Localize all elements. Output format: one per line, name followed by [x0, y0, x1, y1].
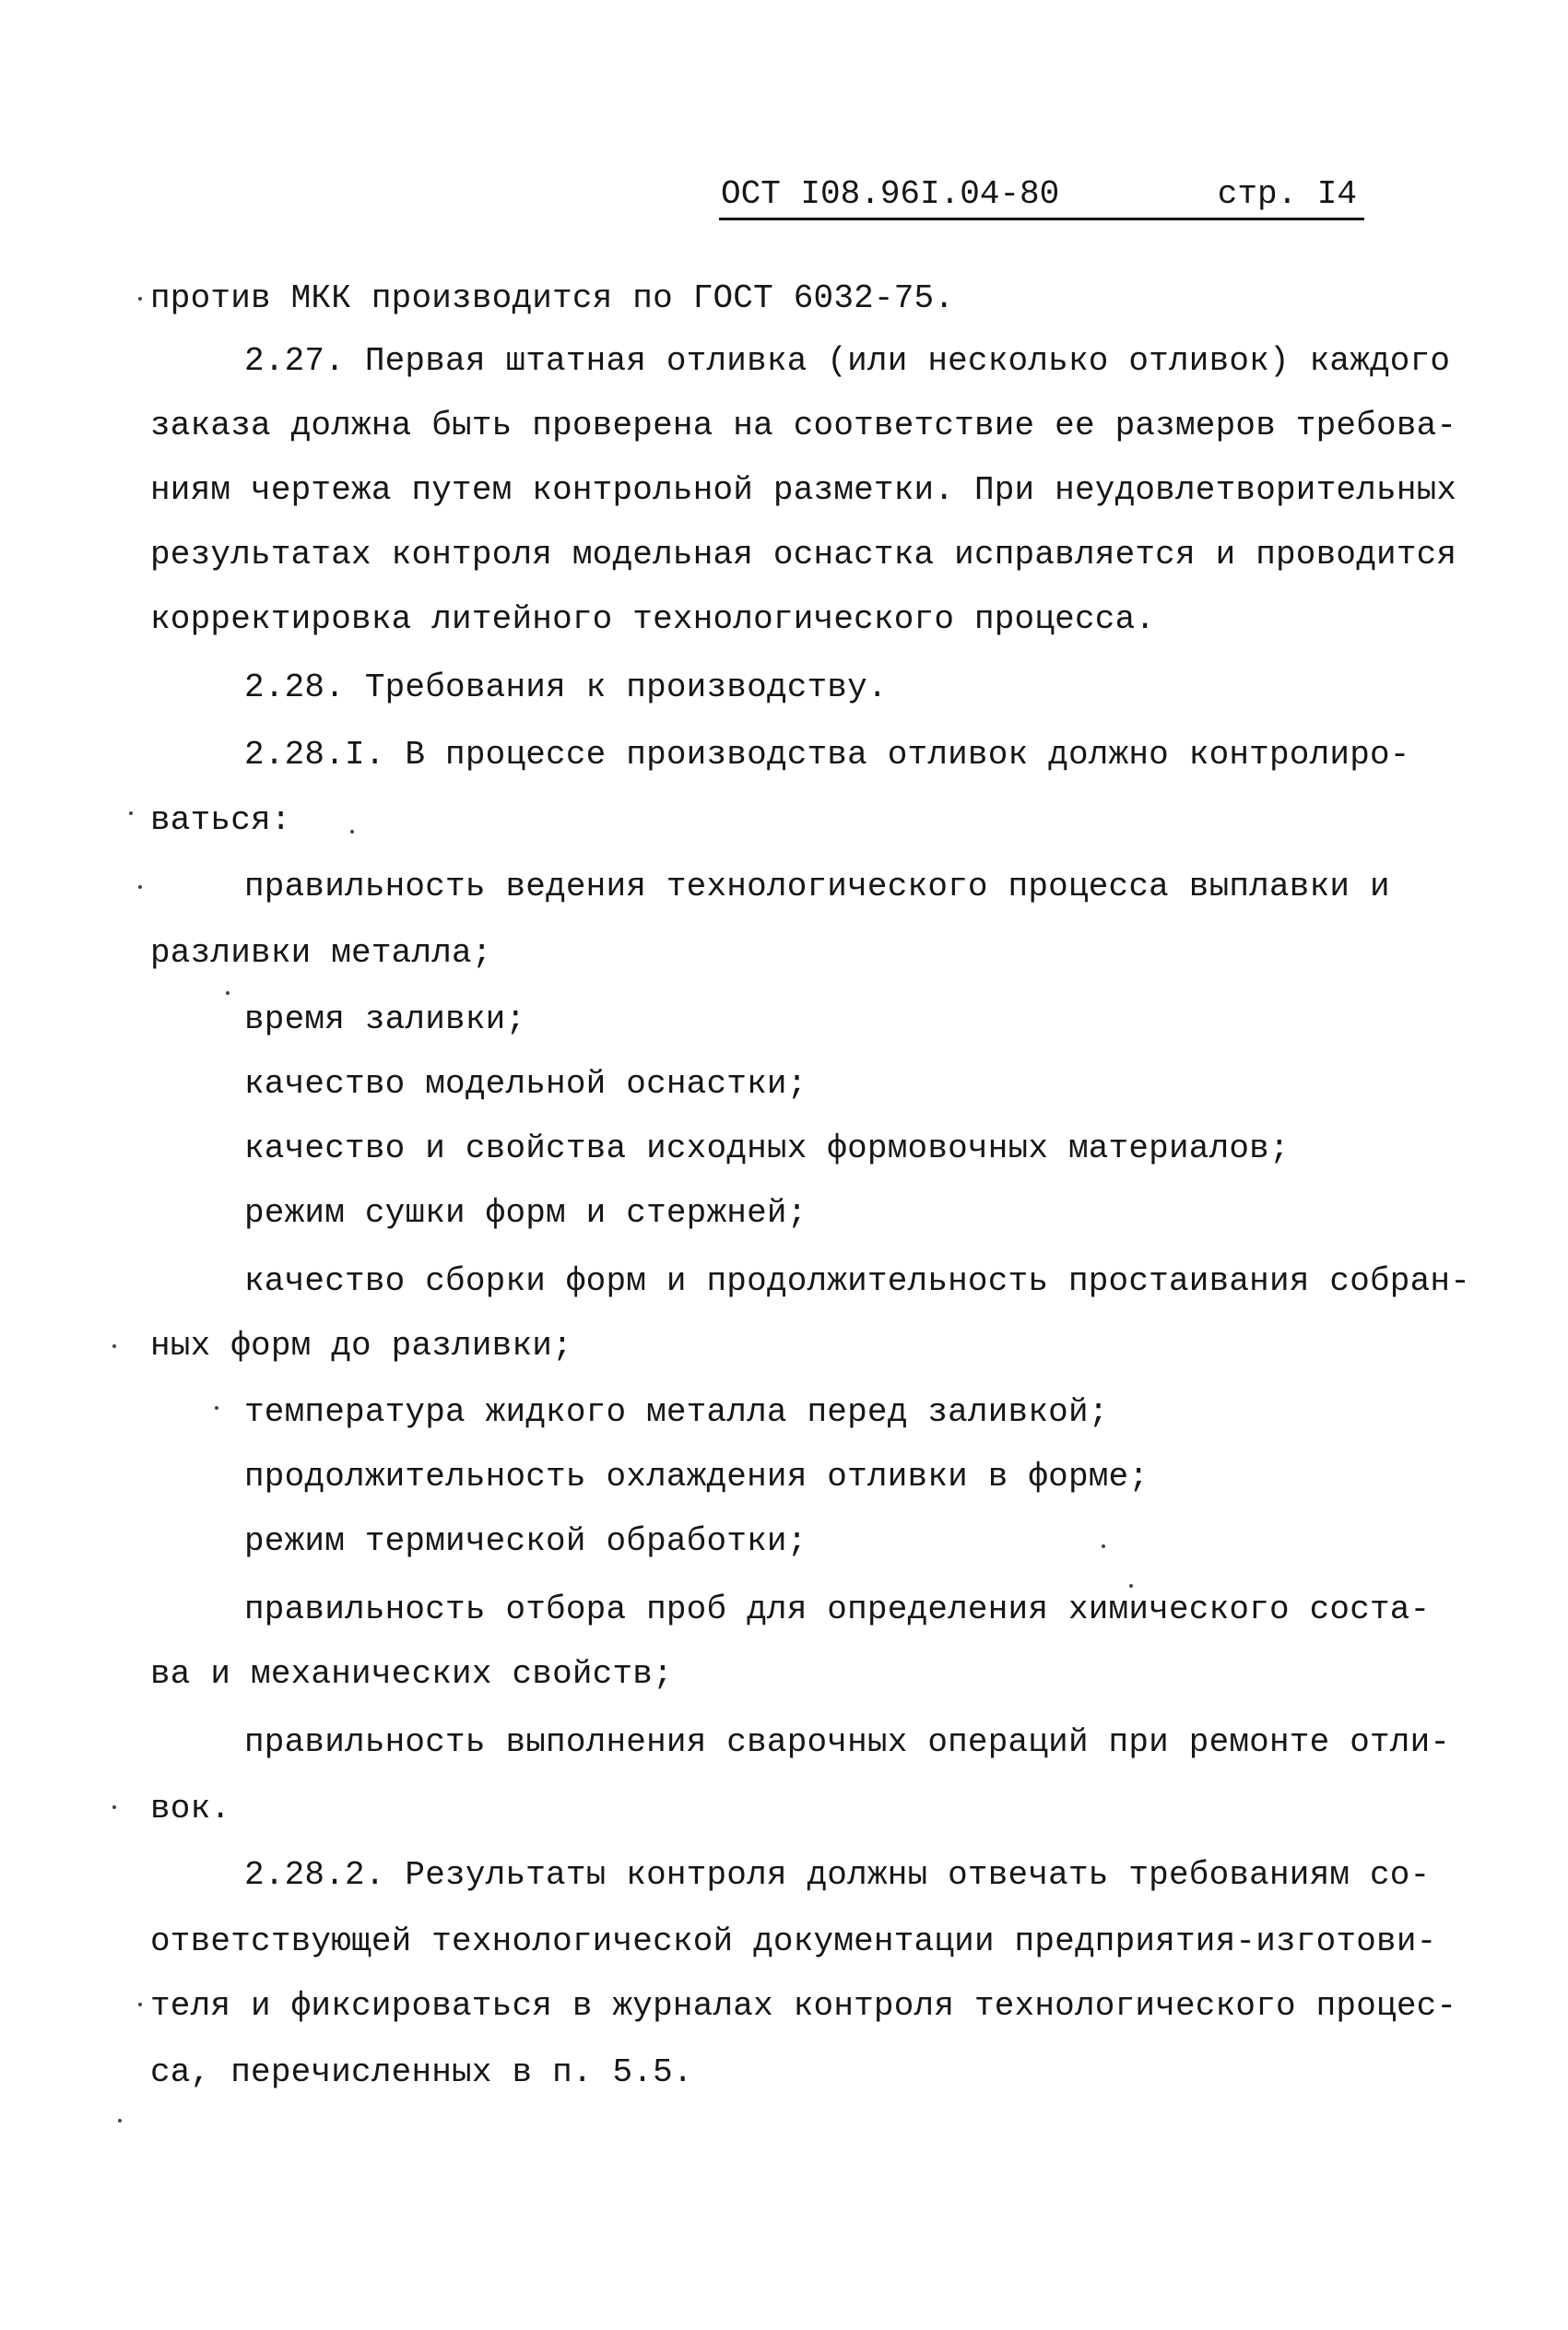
clause-2-28-title: 2.28. Требования к производству. — [244, 668, 888, 706]
list-item: правильность ведения технологического процесса выплавки и — [244, 868, 1390, 905]
list-item: температура жидкого металла перед заливкой; — [244, 1393, 1109, 1431]
scan-speck — [138, 2003, 142, 2006]
clause-2-28-2-title: 2.28.2. Результаты контроля должны отвечать требованиям со- — [244, 1856, 1431, 1894]
clause-2-27-title: 2.27. Первая штатная отливка (или несколько отливок) каждого — [244, 342, 1451, 380]
scan-speck — [138, 297, 142, 301]
text-line: теля и фиксироваться в журналах контроля технологического процес- — [150, 1987, 1457, 2025]
text-line: ниям чертежа путем контрольной разметки. При неудовлетворительных — [150, 471, 1457, 509]
scan-speck — [1129, 1584, 1133, 1588]
text-line: разливки металла; — [150, 934, 492, 972]
scan-speck — [1102, 1544, 1105, 1548]
text-line: ных форм до разливки; — [150, 1327, 572, 1365]
text-line: ва и механических свойств; — [150, 1655, 673, 1693]
list-item: качество сборки форм и продолжительность простаивания собран- — [244, 1262, 1471, 1300]
scan-speck — [226, 991, 230, 995]
clause-2-28-1-title: 2.28.I. В процессе производства отливок должно контролиро- — [244, 736, 1410, 774]
text-line: ваться: — [150, 801, 291, 839]
page-header — [719, 171, 1364, 220]
list-item: режим сушки форм и стержней; — [244, 1194, 808, 1232]
scan-speck — [112, 1344, 116, 1348]
scan-speck — [138, 885, 142, 889]
list-item: время заливки; — [244, 1000, 526, 1038]
text-line: корректировка литейного технологического процесса. — [150, 600, 1156, 638]
document-code: ОСТ I08.96I.04-80 — [721, 175, 1060, 213]
list-item: режим термической обработки; — [244, 1522, 808, 1560]
scan-speck — [129, 811, 133, 815]
scan-speck — [215, 1406, 218, 1410]
list-item: качество и свойства исходных формовочных материалов; — [244, 1130, 1290, 1167]
scan-speck — [118, 2119, 122, 2123]
text-line: ответствующей технологической документации предприятия-изготови- — [150, 1922, 1437, 1960]
list-item: качество модельной оснастки; — [244, 1065, 808, 1103]
list-item: продолжительность охлаждения отливки в форме; — [244, 1458, 1149, 1496]
list-item: правильность отбора проб для определения химического соста- — [244, 1591, 1431, 1628]
text-line: результатах контроля модельная оснастка исправляется и проводится — [150, 536, 1457, 574]
text-line: вок. — [150, 1790, 231, 1827]
text-line: са, перечисленных в п. 5.5. — [150, 2053, 693, 2091]
text-line: заказа должна быть проверена на соответствие ее размеров требова- — [150, 407, 1457, 444]
page-number: стр. I4 — [1217, 175, 1357, 213]
scan-speck — [112, 1805, 116, 1809]
scan-speck — [350, 830, 354, 834]
list-item: правильность выполнения сварочных операций при ремонте отли- — [244, 1723, 1451, 1761]
text-line: против МКК производится по ГОСТ 6032-75. — [150, 279, 955, 317]
